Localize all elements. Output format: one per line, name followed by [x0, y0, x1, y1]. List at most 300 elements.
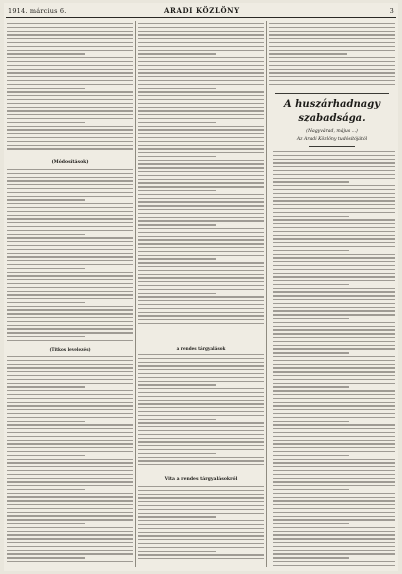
text-line [273, 189, 395, 190]
text-line [7, 489, 85, 490]
text-line [138, 407, 264, 408]
article-title: A huszárhadnagy [283, 99, 381, 110]
text-line [7, 99, 133, 100]
text-line [273, 402, 395, 403]
text-line [273, 295, 395, 296]
text-line [138, 148, 264, 149]
text-line [273, 280, 395, 281]
text-line [7, 180, 133, 181]
text-line [7, 325, 133, 326]
text-line [273, 174, 395, 175]
text-line [138, 289, 264, 290]
text-line [273, 284, 349, 285]
text-line [138, 300, 264, 301]
text-line [138, 554, 264, 555]
text-line [273, 375, 395, 376]
text-line [138, 129, 264, 130]
text-line [273, 508, 395, 509]
text-line [269, 23, 395, 24]
article-text [7, 356, 133, 565]
text-line [7, 356, 133, 357]
text-line [138, 38, 264, 39]
text-line [138, 381, 264, 382]
text-line [7, 340, 133, 341]
text-line [138, 103, 264, 104]
text-line [138, 304, 264, 305]
text-line [7, 367, 133, 368]
text-line [138, 50, 264, 51]
text-line [273, 489, 349, 490]
text-line [138, 99, 264, 100]
text-line [273, 421, 349, 422]
text-line [138, 270, 264, 271]
text-line [138, 224, 216, 225]
text-line [138, 31, 264, 32]
text-line [273, 462, 395, 463]
text-line [273, 413, 395, 414]
text-line [7, 253, 133, 254]
text-line [273, 352, 349, 353]
text-line [7, 207, 133, 208]
text-line [7, 440, 133, 441]
text-line [273, 383, 395, 384]
text-line [7, 222, 133, 223]
text-line [273, 523, 349, 524]
text-line [138, 46, 264, 47]
text-line [7, 241, 133, 242]
text-column-1 [7, 21, 133, 567]
text-line [7, 42, 133, 43]
text-line [273, 261, 395, 262]
text-line [138, 179, 264, 180]
text-line [138, 430, 264, 431]
text-line [7, 226, 133, 227]
text-line [273, 561, 395, 562]
text-line [138, 201, 264, 202]
text-line [273, 291, 395, 292]
article-title-line-2: szabadsága. [298, 113, 366, 124]
text-line [7, 421, 85, 422]
text-line [138, 354, 264, 355]
text-line [273, 197, 395, 198]
text-line [7, 451, 133, 452]
text-line [273, 516, 395, 517]
text-line [7, 508, 133, 509]
section-heading: a rendes tárgyalások [176, 346, 226, 351]
text-line [273, 242, 395, 243]
text-line [7, 129, 133, 130]
text-line [138, 88, 216, 89]
text-line [273, 474, 395, 475]
text-line [7, 371, 133, 372]
section-rule [309, 146, 355, 147]
text-line [138, 312, 264, 313]
text-line [138, 373, 264, 374]
text-line [273, 185, 395, 186]
text-line [138, 141, 264, 142]
text-line [7, 375, 133, 376]
text-line [273, 178, 395, 179]
article-byline: Az Aradi Közlöny tudósítójától [296, 137, 368, 142]
text-line [7, 474, 133, 475]
text-line [7, 46, 133, 47]
text-line [7, 447, 133, 448]
text-line [7, 279, 133, 280]
text-line [138, 126, 264, 127]
text-line [269, 69, 395, 70]
text-line [7, 188, 133, 189]
text-line [273, 386, 349, 387]
text-line [273, 216, 349, 217]
text-line [7, 294, 133, 295]
text-line [7, 512, 133, 513]
text-line [7, 249, 133, 250]
text-line [7, 432, 133, 433]
text-line [7, 504, 133, 505]
text-line [138, 384, 216, 385]
text-line [138, 400, 264, 401]
text-line [7, 95, 133, 96]
text-line [273, 155, 395, 156]
text-line [273, 326, 395, 327]
text-line [273, 447, 395, 448]
section-heading: (Titkos levelezés) [49, 347, 91, 352]
text-line [273, 200, 395, 201]
text-line [7, 455, 85, 456]
text-line [273, 466, 395, 467]
text-line [269, 34, 395, 35]
text-line [7, 443, 133, 444]
text-line [138, 91, 264, 92]
text-line [138, 377, 264, 378]
text-line [138, 258, 216, 259]
text-line [7, 436, 133, 437]
text-line [7, 218, 133, 219]
article-text [269, 23, 395, 88]
text-line [138, 175, 264, 176]
text-line [7, 50, 133, 51]
text-line [273, 565, 395, 566]
text-line [138, 274, 264, 275]
text-line [7, 466, 133, 467]
text-line [7, 145, 133, 146]
text-line [138, 464, 264, 465]
text-line [138, 445, 264, 446]
text-line [7, 332, 133, 333]
text-line [138, 494, 264, 495]
article-text [273, 151, 395, 567]
text-line [138, 34, 264, 35]
text-line [138, 110, 264, 111]
text-line [7, 173, 133, 174]
text-line [273, 432, 395, 433]
text-line [7, 126, 133, 127]
text-line [7, 38, 133, 39]
text-line [269, 76, 395, 77]
text-line [7, 137, 133, 138]
text-line [273, 318, 349, 319]
text-line [7, 417, 133, 418]
text-line [138, 122, 216, 123]
text-line [7, 386, 85, 387]
text-line [138, 194, 264, 195]
text-line [138, 520, 264, 521]
text-line [273, 314, 395, 315]
text-line [138, 362, 264, 363]
text-line [138, 95, 264, 96]
text-line [273, 550, 395, 551]
text-line [273, 208, 395, 209]
text-line [138, 365, 264, 366]
text-line [269, 27, 395, 28]
text-line [273, 455, 349, 456]
text-line [273, 553, 395, 554]
text-line [269, 65, 395, 66]
text-line [273, 265, 395, 266]
text-line [7, 302, 85, 303]
text-line [273, 519, 395, 520]
text-line [7, 306, 133, 307]
article-text [138, 486, 264, 562]
text-line [7, 268, 85, 269]
text-line [138, 308, 264, 309]
text-line [273, 451, 395, 452]
text-line [273, 356, 395, 357]
text-line [273, 337, 395, 338]
text-line [273, 273, 395, 274]
text-line [273, 219, 395, 220]
text-line [7, 275, 133, 276]
text-line [7, 515, 133, 516]
text-line [138, 137, 264, 138]
text-line [138, 217, 264, 218]
text-line [273, 181, 349, 182]
text-line [138, 358, 264, 359]
text-line [269, 50, 395, 51]
text-line [7, 57, 133, 58]
text-line [7, 550, 133, 551]
text-line [273, 371, 395, 372]
text-line [7, 199, 85, 200]
text-line [7, 122, 85, 123]
text-line [7, 321, 133, 322]
text-line [138, 486, 264, 487]
text-line [7, 245, 133, 246]
text-line [138, 114, 264, 115]
text-line [273, 238, 395, 239]
text-line [273, 493, 395, 494]
text-line [138, 251, 264, 252]
text-line [138, 426, 264, 427]
text-column-2 [138, 21, 264, 567]
article-text [138, 23, 264, 327]
text-line [7, 500, 133, 501]
text-line [7, 256, 133, 257]
text-line [138, 434, 264, 435]
text-line [7, 53, 85, 54]
text-line [138, 171, 264, 172]
text-line [7, 428, 133, 429]
text-line [273, 345, 395, 346]
text-line [273, 531, 395, 532]
newspaper-title: ARADI KÖZLÖNY [164, 6, 240, 15]
text-line [7, 298, 133, 299]
text-line [138, 182, 264, 183]
text-line [138, 460, 264, 461]
section-rule [275, 93, 389, 94]
text-line [138, 69, 264, 70]
text-line [273, 409, 395, 410]
text-line [7, 272, 133, 273]
text-line [138, 388, 264, 389]
text-line [7, 481, 133, 482]
text-line [7, 283, 133, 284]
text-line [273, 341, 395, 342]
text-line [7, 192, 133, 193]
text-line [273, 512, 395, 513]
text-line [269, 61, 395, 62]
text-line [273, 504, 395, 505]
text-line [138, 281, 264, 282]
masthead-rule [6, 17, 396, 18]
text-line [7, 390, 133, 391]
article-text [7, 23, 133, 152]
text-line [269, 38, 395, 39]
text-line [138, 118, 264, 119]
text-line [138, 501, 264, 502]
text-line [7, 184, 133, 185]
text-line [138, 156, 216, 157]
text-line [7, 523, 85, 524]
text-line [273, 428, 395, 429]
text-line [269, 80, 395, 81]
text-line [273, 478, 395, 479]
text-line [138, 551, 216, 552]
text-line [273, 223, 395, 224]
text-line [138, 107, 264, 108]
text-line [7, 31, 133, 32]
text-line [138, 415, 264, 416]
text-line [273, 333, 395, 334]
text-line [138, 296, 264, 297]
article-text [138, 354, 264, 468]
text-line [138, 228, 264, 229]
text-line [273, 257, 395, 258]
text-line [138, 396, 264, 397]
text-line [138, 441, 264, 442]
text-line [7, 462, 133, 463]
text-line [7, 84, 133, 85]
text-line [7, 65, 133, 66]
text-line [138, 558, 264, 559]
text-line [7, 519, 133, 520]
text-line [138, 516, 216, 517]
text-line [138, 220, 264, 221]
text-line [273, 546, 395, 547]
text-line [138, 453, 216, 454]
text-line [7, 88, 85, 89]
text-line [7, 69, 133, 70]
text-line [273, 288, 395, 289]
text-line [273, 360, 395, 361]
text-line [138, 76, 264, 77]
text-line [138, 319, 264, 320]
text-line [7, 561, 133, 562]
text-line [7, 107, 133, 108]
text-line [138, 392, 264, 393]
text-line [138, 457, 264, 458]
masthead [4, 3, 398, 17]
newspaper-page [4, 3, 398, 571]
text-line [138, 190, 216, 191]
text-line [138, 198, 264, 199]
text-line [138, 23, 264, 24]
text-line [7, 177, 133, 178]
text-line [269, 31, 395, 32]
text-line [7, 230, 133, 231]
text-line [7, 424, 133, 425]
text-line [273, 470, 395, 471]
text-line [7, 409, 133, 410]
text-line [138, 236, 264, 237]
text-line [7, 34, 133, 35]
text-line [273, 310, 395, 311]
text-line [273, 246, 395, 247]
text-line [138, 152, 264, 153]
text-line [138, 438, 264, 439]
text-line [7, 291, 133, 292]
text-line [273, 436, 395, 437]
article-subtitle: (Nagyvárad, május ...) [306, 129, 358, 134]
text-line [138, 255, 264, 256]
text-line [138, 160, 264, 161]
text-line [138, 262, 264, 263]
text-line [7, 459, 133, 460]
text-line [7, 103, 133, 104]
text-line [273, 227, 395, 228]
text-line [7, 211, 133, 212]
text-line [138, 266, 264, 267]
text-line [7, 328, 133, 329]
text-line [138, 232, 264, 233]
page-number: 3 [389, 7, 394, 15]
text-line [7, 118, 133, 119]
text-line [138, 205, 264, 206]
text-line [138, 61, 264, 62]
text-line [7, 398, 133, 399]
text-line [138, 27, 264, 28]
text-line [273, 348, 395, 349]
column-divider [135, 21, 136, 567]
text-line [7, 336, 85, 337]
text-line [138, 167, 264, 168]
issue-date: 1914. március 6. [8, 7, 67, 15]
text-line [138, 547, 264, 548]
text-line [7, 379, 133, 380]
text-column-3 [269, 21, 395, 567]
text-line [7, 76, 133, 77]
text-line [273, 497, 395, 498]
text-line [7, 553, 133, 554]
text-line [7, 402, 133, 403]
text-line [138, 247, 264, 248]
text-line [138, 403, 264, 404]
text-line [7, 496, 133, 497]
text-line [138, 293, 216, 294]
text-line [269, 57, 395, 58]
text-line [269, 42, 395, 43]
text-line [273, 269, 395, 270]
